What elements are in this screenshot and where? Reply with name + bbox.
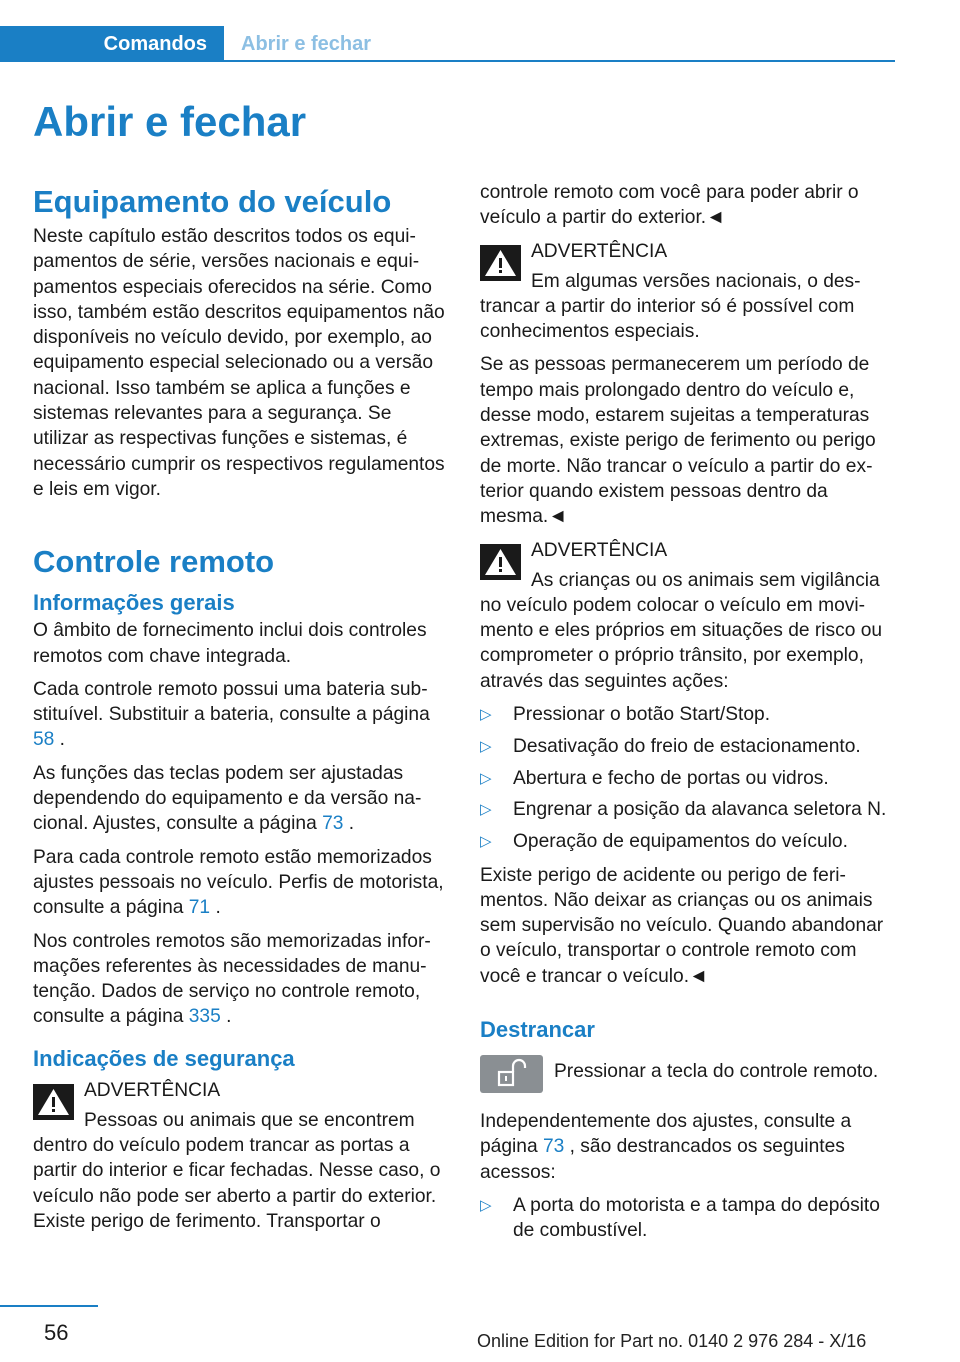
paragraph-independentemente: Independentemente dos ajustes, consulte a página 73 , são destrancados os seguintes acessos: — [480, 1111, 852, 1183]
footer-divider — [0, 1305, 98, 1307]
warning-heading-3: ADVERTÊNCIA — [531, 539, 668, 561]
triangle-bullet-icon: ▷ — [480, 706, 492, 724]
tab-abrir-e-fechar[interactable]: Abrir e fechar — [241, 32, 372, 55]
triangle-bullet-icon: ▷ — [480, 801, 492, 819]
access-list — [480, 1193, 898, 1244]
page-link-71[interactable]: 71 — [188, 897, 211, 919]
warning-text-1-cont: controle remoto com você para poder abrir o veículo a partir do exterior.◄ — [480, 182, 859, 229]
triangle-bullet-icon: ▷ — [480, 769, 492, 787]
warning-block-3 — [480, 538, 898, 694]
triangle-bullet-icon: ▷ — [480, 833, 492, 851]
warning-block-2 — [480, 239, 898, 345]
warning-heading-2: ADVERTÊNCIA — [531, 240, 668, 262]
list-item: ▷ Abertura e fecho de portas ou vidros. — [480, 766, 898, 791]
warning-text-2: Em algumas versões nacionais, o destrancar a partir do interior só é possível com conhecimentos especiais. — [480, 270, 861, 343]
heading-indicacoes-seguranca: Indicações de segurança — [33, 1045, 295, 1071]
heading-equipamento: Equipamento do veículo — [33, 184, 392, 219]
heading-controle-remoto: Controle remoto — [33, 544, 275, 580]
warning-triangle-icon — [480, 544, 521, 580]
header-divider — [224, 60, 895, 62]
page-link-73[interactable]: 73 — [542, 1136, 565, 1158]
list-item: ▷ Pressionar o botão Start/Stop. — [480, 702, 898, 727]
page-number: 56 — [44, 1320, 69, 1345]
list-item: ▷ Engrenar a posição da alavanca seletora N. — [480, 797, 898, 822]
warning-text-1: Pessoas ou animais que se encontrem dentro do veículo podem trancar as portas a partir do interior e ficar fechadas. Nesse caso, o veículo não pode ser aberto a partir do exterior. Existe perigo de ferimento. Transportar o — [33, 1109, 441, 1232]
paragraph-info-3: As funções das teclas podem ser ajustadas dependendo do equipamento e da versão nacional. Ajustes, consulte a página 73 . — [33, 762, 422, 835]
warning-triangle-icon — [480, 245, 521, 281]
paragraph-destrancar: Pressionar a tecla do controle remoto. — [554, 1061, 879, 1083]
right-column — [480, 180, 898, 1252]
triangle-bullet-icon: ▷ — [480, 1196, 492, 1214]
edition-text: Online Edition for Part no. 0140 2 976 284 - X/16 — [477, 1331, 867, 1351]
list-item: ▷ Operação de equipamentos do veículo. — [480, 829, 898, 854]
heading-destrancar: Destrancar — [480, 1017, 595, 1043]
warning-heading-1: ADVERTÊNCIA — [84, 1079, 221, 1101]
page-title: Abrir e fechar — [33, 98, 307, 145]
paragraph-equipamento: Neste capítulo estão descritos todos os equipamentos de série, versões nacionais e equipamentos especiais oferecidos na série. Como isso, também estão descritos equipamentos não disponíveis no veículo devido, por exemplo, ao equipamento especial selecionado ou a versão nacional. Isso também se aplica a funções e sistemas relevantes para a segurança. Se utilizar as respectivas funções e sistemas, é necessário cumprir os respectivos regulamentos e leis em vigor. — [33, 226, 445, 500]
page-link-73[interactable]: 73 — [322, 813, 344, 835]
heading-informacoes-gerais: Informações gerais — [33, 590, 235, 616]
warning-block-1 — [33, 1078, 451, 1234]
paragraph-info-2: Cada controle remoto possui uma bateria substituível. Substituir a bateria, consulte a página 58 . — [33, 678, 430, 751]
warning-triangle-icon — [33, 1084, 74, 1120]
actions-list — [480, 702, 898, 854]
triangle-bullet-icon: ▷ — [480, 737, 492, 755]
warning-text-2b: Se as pessoas permanecerem um período de tempo mais prolongado dentro do veículo e, desse modo, estarem sujeitas a temperaturas extremas, existe perigo de ferimento ou perigo de morte. Não trancar o veículo a partir do exterior quando existem pessoas dentro da mesma.◄ — [480, 354, 876, 528]
unlock-button-illustration — [480, 1055, 543, 1093]
unlock-icon — [480, 1055, 543, 1093]
warning-text-3b: Existe perigo de acidente ou perigo de ferimentos. Não deixar as crianças ou os animais sem supervisão no veículo. Quando abandonar o veículo, transportar o controle remoto com você e trancar o veículo.◄ — [480, 864, 884, 987]
header-tabs — [0, 26, 895, 62]
list-item: ▷ Desativação do freio de estacionamento. — [480, 734, 898, 759]
page-link-58[interactable]: 58 — [33, 729, 55, 751]
warning-text-3: As crianças ou os animais sem vigilância no veículo podem colocar o veículo em movimento e eles próprios em situações de risco ou comprometer o próprio trânsito, por exemplo, através das seguintes ações: — [480, 569, 883, 692]
destrancar-block — [480, 1051, 898, 1099]
paragraph-info-5: Nos controles remotos são memorizadas informações referentes às necessidades de manutenção. Dados de serviço no controle remoto, consulte a página 335 . — [33, 930, 431, 1028]
left-column — [33, 180, 451, 1242]
list-item: ▷ A porta do motorista e a tampa do depósito de combustível. — [480, 1194, 880, 1242]
tab-comandos[interactable]: Comandos — [0, 26, 224, 62]
page-link-335[interactable]: 335 — [188, 1006, 221, 1028]
paragraph-info-4: Para cada controle remoto estão memorizados ajustes pessoais no veículo. Perfis de motorista, consulte a página 71 . — [33, 846, 444, 919]
paragraph-info-1: O âmbito de fornecimento inclui dois controles remotos com chave integrada. — [33, 620, 427, 667]
